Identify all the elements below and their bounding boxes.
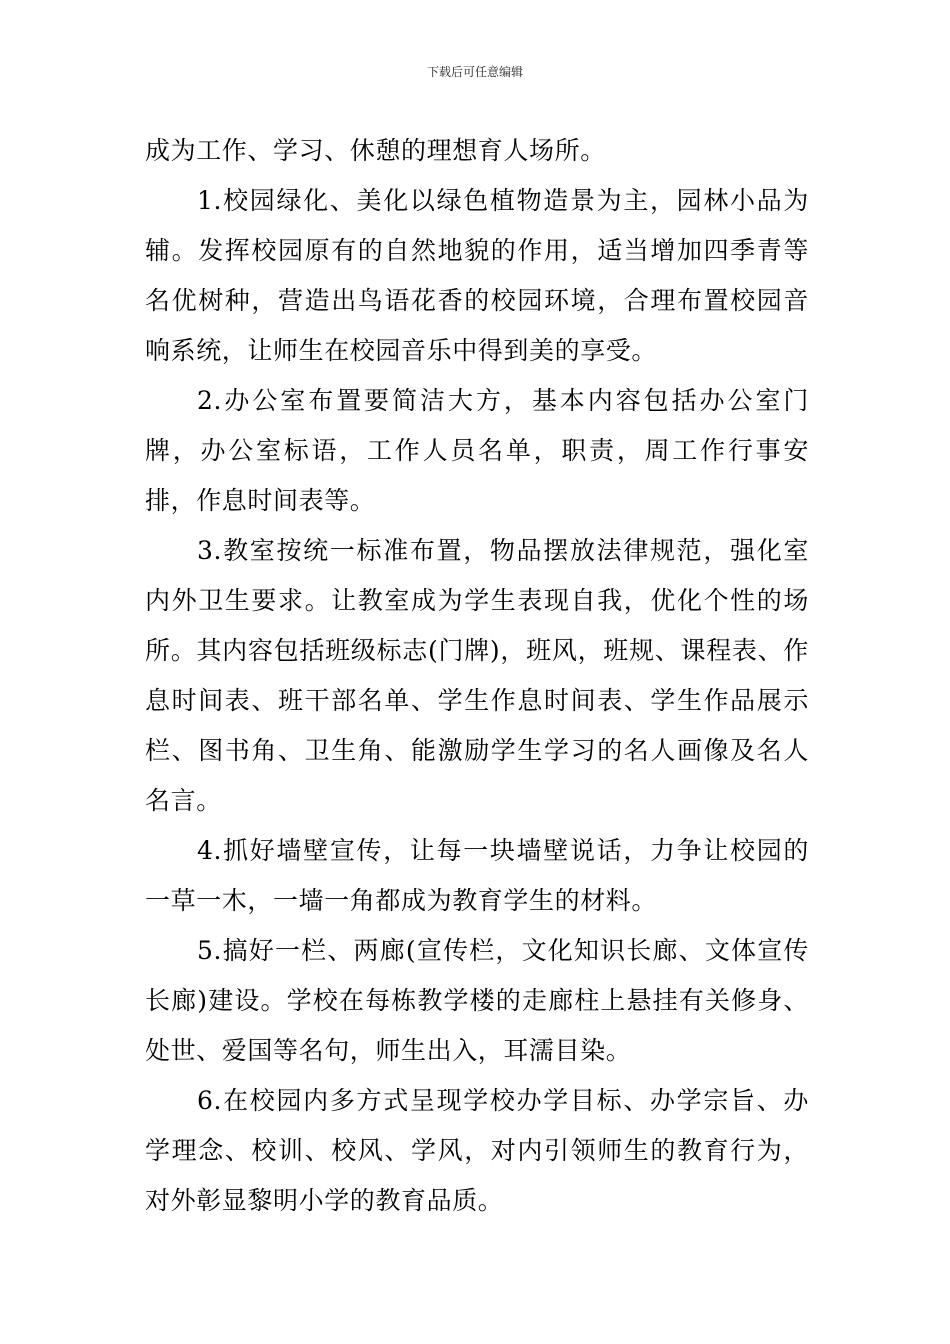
paragraph-continuation: 成为工作、学习、休憩的理想育人场所。 xyxy=(145,136,606,165)
paragraph-item-6: 6.在校园内多方式呈现学校办学目标、办学宗旨、办学理念、校训、校风、学风，对内引领师生的教育行为，对外彰显黎明小学的教育品质。 xyxy=(145,1086,809,1215)
paragraph-item-1: 1.校园绿化、美化以绿色植物造景为主，园林小品为辅。发挥校园原有的自然地貌的作用，适当增加四季青等名优树种，营造出鸟语花香的校园环境，合理布置校园音响系统，让师生在校园音乐中得到美的享受。 xyxy=(145,186,809,365)
paragraph-item-4: 4.抓好墙壁宣传，让每一块墙壁说话，力争让校园的一草一木，一墙一角都成为教育学生的材料。 xyxy=(145,836,809,915)
paragraph-item-2: 2.办公室布置要简洁大方，基本内容包括办公室门牌，办公室标语，工作人员名单，职责，周工作行事安排，作息时间表等。 xyxy=(145,386,809,515)
page-header-note: 下载后可任意编辑 xyxy=(426,65,523,79)
paragraph-item-5: 5.搞好一栏、两廊(宣传栏，文化知识长廊、文体宣传长廊)建设。学校在每栋教学楼的走廊柱上悬挂有关修身、处世、爱国等名句，师生出入，耳濡目染。 xyxy=(145,936,809,1065)
paragraph-item-3: 3.教室按统一标准布置，物品摆放法律规范，强化室内外卫生要求。让教室成为学生表现自我，优化个性的场所。其内容包括班级标志(门牌)，班风，班规、课程表、作息时间表、班干部名单、学生作息时间表、学生作品展示栏、图书角、卫生角、能激励学生学习的名人画像及名人名言。 xyxy=(145,536,809,815)
document-body xyxy=(145,126,809,1226)
